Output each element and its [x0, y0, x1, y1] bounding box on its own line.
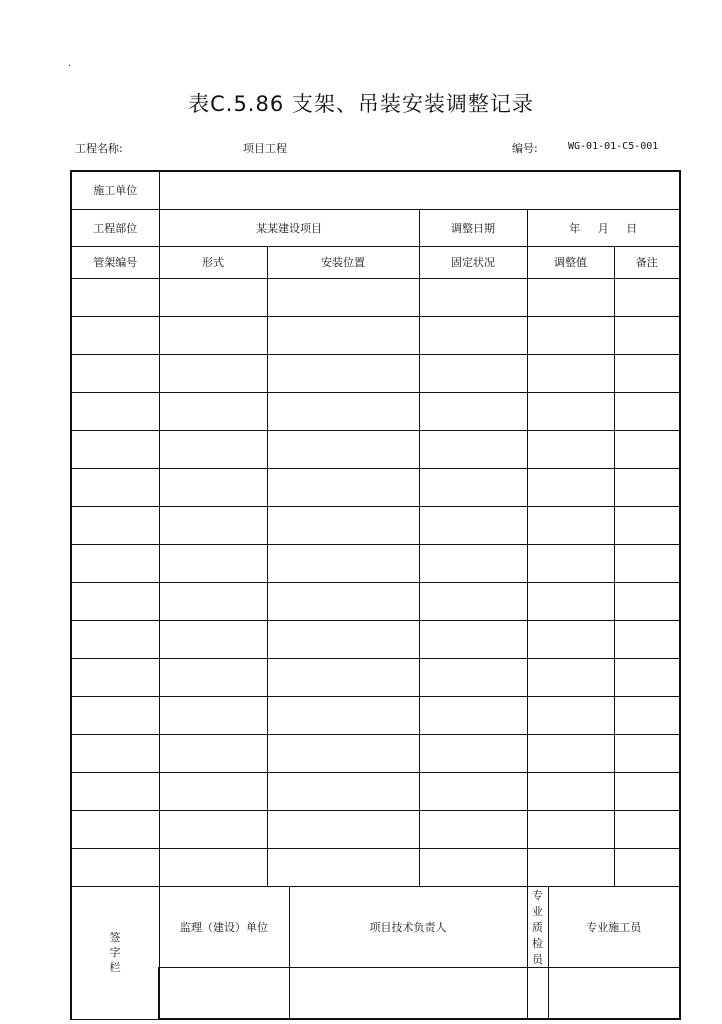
table-cell[interactable] [527, 582, 614, 620]
table-cell[interactable] [614, 658, 680, 696]
table-cell[interactable] [419, 392, 527, 430]
signature-role-tech-lead: 项目技术负责人 [289, 886, 527, 967]
table-cell[interactable] [71, 430, 159, 468]
table-cell[interactable] [267, 506, 419, 544]
table-cell[interactable] [527, 354, 614, 392]
signature-field[interactable] [527, 967, 548, 1019]
table-row [71, 582, 680, 620]
table-row [71, 810, 680, 848]
table-cell[interactable] [71, 658, 159, 696]
col-header-fixing-status: 固定状况 [419, 246, 527, 278]
col-header-remarks: 备注 [614, 246, 680, 278]
table-cell[interactable] [614, 506, 680, 544]
table-cell[interactable] [614, 582, 680, 620]
table-cell[interactable] [614, 772, 680, 810]
table-cell[interactable] [267, 582, 419, 620]
table-cell[interactable] [159, 620, 267, 658]
table-cell[interactable] [419, 620, 527, 658]
col-header-type: 形式 [159, 246, 267, 278]
table-row [71, 772, 680, 810]
table-cell[interactable] [71, 848, 159, 886]
table-cell[interactable] [419, 848, 527, 886]
table-cell[interactable] [419, 506, 527, 544]
col-header-adjust-value: 调整值 [527, 246, 614, 278]
table-cell[interactable] [71, 696, 159, 734]
table-cell[interactable] [419, 582, 527, 620]
table-cell[interactable] [267, 468, 419, 506]
table-cell[interactable] [614, 696, 680, 734]
table-cell[interactable] [159, 468, 267, 506]
form-number-value: WG-01-01-C5-001 [568, 141, 659, 152]
signature-field[interactable] [548, 967, 680, 1019]
table-cell[interactable] [267, 772, 419, 810]
table-cell[interactable] [267, 544, 419, 582]
table-row [71, 696, 680, 734]
table-cell[interactable] [159, 278, 267, 316]
col-header-install-location: 安装位置 [267, 246, 419, 278]
table-cell[interactable] [159, 582, 267, 620]
signature-role-construction-worker: 专业施工员 [548, 886, 680, 967]
table-cell[interactable] [267, 430, 419, 468]
table-cell[interactable] [614, 392, 680, 430]
table-cell[interactable] [159, 392, 267, 430]
table-cell[interactable] [419, 468, 527, 506]
table-row [71, 430, 680, 468]
table-cell[interactable] [419, 772, 527, 810]
table-row [71, 354, 680, 392]
table-cell[interactable] [267, 278, 419, 316]
table-row [71, 316, 680, 354]
table-cell[interactable] [527, 392, 614, 430]
table-cell[interactable] [71, 506, 159, 544]
signature-role-supervision: 监理（建设）单位 [159, 886, 289, 967]
table-cell[interactable] [267, 392, 419, 430]
table-cell[interactable] [267, 810, 419, 848]
table-row [71, 392, 680, 430]
table-cell[interactable] [419, 544, 527, 582]
table-cell[interactable] [527, 696, 614, 734]
table-cell[interactable] [614, 316, 680, 354]
table-cell[interactable] [614, 430, 680, 468]
table-cell[interactable] [527, 810, 614, 848]
table-cell[interactable] [159, 544, 267, 582]
form-number-label: 编号: [512, 142, 538, 155]
unit-value-cell[interactable] [159, 171, 680, 209]
table-cell[interactable] [71, 278, 159, 316]
table-cell[interactable] [419, 810, 527, 848]
project-name-value: 项目工程 [243, 142, 287, 155]
table-cell[interactable] [71, 544, 159, 582]
table-cell[interactable] [527, 430, 614, 468]
table-cell[interactable] [71, 810, 159, 848]
table-cell[interactable] [71, 734, 159, 772]
corner-mark: · [68, 61, 72, 72]
table-cell[interactable] [267, 696, 419, 734]
form-title: 表C.5.86 支架、吊装安装调整记录 [188, 92, 534, 116]
table-cell[interactable] [614, 468, 680, 506]
table-cell[interactable] [159, 696, 267, 734]
table-cell[interactable] [71, 316, 159, 354]
table-cell[interactable] [71, 620, 159, 658]
table-cell[interactable] [419, 696, 527, 734]
part-label-cell: 工程部位 [71, 209, 159, 246]
unit-label-cell: 施工单位 [71, 171, 159, 209]
table-row [71, 544, 680, 582]
table-cell[interactable] [159, 772, 267, 810]
signature-field[interactable] [289, 967, 527, 1019]
table-cell[interactable] [527, 734, 614, 772]
table-cell[interactable] [71, 582, 159, 620]
table-row [71, 506, 680, 544]
signature-column-label: 签 字 栏 [71, 886, 159, 1019]
table-row [71, 620, 680, 658]
table-cell[interactable] [71, 772, 159, 810]
table-cell[interactable] [614, 354, 680, 392]
table-cell[interactable] [159, 810, 267, 848]
signature-role-quality-inspector: 专业质检员 [527, 886, 548, 967]
table-cell[interactable] [419, 316, 527, 354]
date-value-cell[interactable]: 年 月 日 [527, 209, 680, 246]
table-cell[interactable] [267, 848, 419, 886]
table-cell[interactable] [527, 848, 614, 886]
table-cell[interactable] [527, 544, 614, 582]
table-cell[interactable] [267, 354, 419, 392]
table-cell[interactable] [419, 658, 527, 696]
date-label-cell: 调整日期 [419, 209, 527, 246]
table-cell[interactable] [614, 734, 680, 772]
table-cell[interactable] [419, 430, 527, 468]
project-name-label: 工程名称: [75, 142, 123, 155]
table-cell[interactable] [267, 316, 419, 354]
table-cell[interactable] [614, 544, 680, 582]
table-cell[interactable] [71, 468, 159, 506]
table-cell[interactable] [159, 734, 267, 772]
col-header-pipe-number: 管架编号 [71, 246, 159, 278]
table-cell[interactable] [267, 658, 419, 696]
table-cell[interactable] [614, 620, 680, 658]
table-cell[interactable] [159, 354, 267, 392]
table-cell[interactable] [527, 620, 614, 658]
table-cell[interactable] [159, 658, 267, 696]
table-row [71, 278, 680, 316]
table-cell[interactable] [267, 734, 419, 772]
table-cell[interactable] [527, 506, 614, 544]
record-table [70, 170, 681, 1020]
table-cell[interactable] [71, 392, 159, 430]
table-cell[interactable] [527, 772, 614, 810]
table-cell[interactable] [159, 430, 267, 468]
table-cell[interactable] [614, 278, 680, 316]
table-cell[interactable] [419, 734, 527, 772]
part-value-cell[interactable]: 某某建设项目 [159, 209, 419, 246]
table-cell[interactable] [614, 810, 680, 848]
table-cell[interactable] [267, 620, 419, 658]
table-row [71, 468, 680, 506]
table-row [71, 848, 680, 886]
table-cell[interactable] [527, 658, 614, 696]
table-row [71, 658, 680, 696]
signature-field[interactable] [159, 967, 289, 1019]
table-cell[interactable] [614, 848, 680, 886]
table-cell[interactable] [527, 468, 614, 506]
table-cell[interactable] [419, 354, 527, 392]
table-cell[interactable] [419, 278, 527, 316]
table-cell[interactable] [527, 278, 614, 316]
table-cell[interactable] [159, 848, 267, 886]
table-cell[interactable] [71, 354, 159, 392]
table-cell[interactable] [527, 316, 614, 354]
table-cell[interactable] [159, 316, 267, 354]
table-row [71, 734, 680, 772]
table-cell[interactable] [159, 506, 267, 544]
